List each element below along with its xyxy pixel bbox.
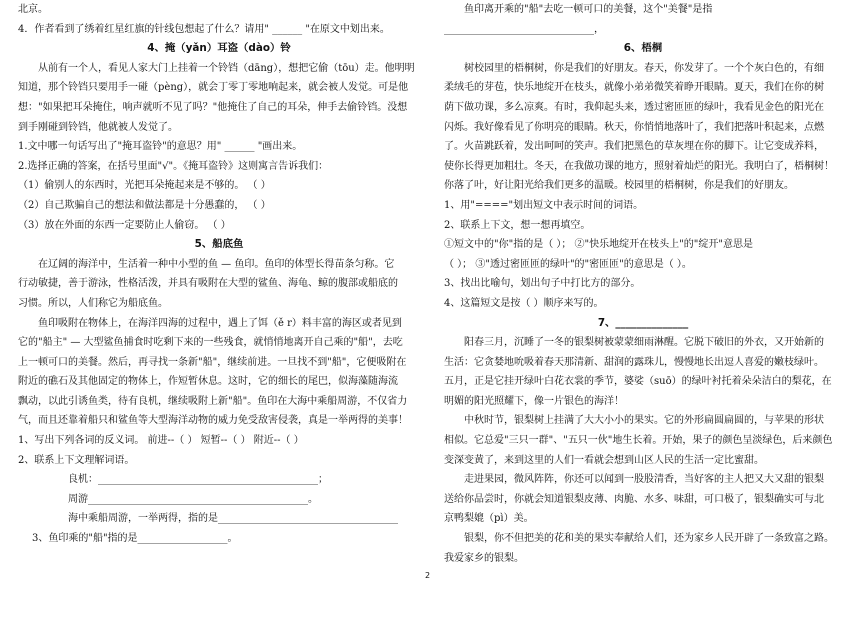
- passage-line: 生活：它贪婪地吮吸着春天那清新、甜润的露珠儿，慢慢地长出逗人喜爱的嫩枝绿叶。: [444, 356, 824, 368]
- section-heading-5: 5、船底鱼: [194, 238, 244, 251]
- passage-line: 走进果园，微风阵阵，你还可以闻到一股股清香，当好客的主人把又大又甜的银梨: [464, 474, 824, 486]
- text-line: 北京。: [18, 4, 48, 15]
- passage-line: 习惯。所以，人们称它为船底鱼。: [18, 297, 168, 309]
- option-line: （2）自己欺骗自己的想法和做法都是十分愚蠢的， （ ）: [18, 199, 271, 211]
- passage-line: 树校园里的梧桐树，你是我们的好朋友。春天，你发芽了。一个个灰白色的，有细: [464, 62, 824, 74]
- passage-line: 上一顿可口的美餐。然后，再寻找一条新"船"，继续前进。一旦找不到"船"，它便吸附在: [18, 356, 407, 368]
- section-heading-4: 4、掩（yǎn）耳盗（dào）铃: [147, 42, 291, 55]
- passage-line: 阳春三月，沉睡了一冬的银梨树被蒙蒙细雨淋醒。它脱下破旧的外衣，又开始新的: [464, 337, 824, 349]
- passage-line: 附近的礁石及其他固定的物体上，作短暂休息。这时，它的细长的尾巴，似海藻随海流: [18, 376, 398, 388]
- right-column: [444, 0, 842, 568]
- passage-line: 飘动，以此引诱鱼类，待有良机，继续吸附上新"船"。鱼印在大海中乘船周游，不仅省力: [18, 395, 408, 407]
- passage-line: 想："如果把耳朵掩住，响声就听不见了吗？"他掩住了自己的耳朵，伸手去偷铃铛。没想: [18, 101, 408, 113]
- passage-line: 相似。它总爱"三只一群"、"五只一伙"地生长着。开始，果子的颜色呈淡绿色，后来颜色: [444, 435, 833, 447]
- question-line: 4、这篇短文是按（ ）顺序来写的。: [444, 297, 604, 309]
- answer-line: 海中乘船周游，一举两得，指的是____________________________________: [68, 513, 398, 525]
- passage-line: 明媚的阳光照耀下，像一片银色的海洋！: [444, 395, 624, 407]
- passage-line: 中秋时节，银梨树上挂满了大大小小的果实。它的外形扁圆扁圆的，与苹果的形状: [464, 415, 824, 427]
- passage-line: 变深变黄了，来到这里的人们一看就会想到山区人民的生活一定比蜜甜。: [444, 454, 764, 466]
- passage-line: 京鸭梨媲（pì）美。: [444, 513, 534, 525]
- passage-line: 在辽阔的海洋中，生活着一种中小型的鱼 — 鱼印。鱼印的体型长得苗条匀称。它: [38, 258, 395, 270]
- question-line: 2、联系上下文理解词语。: [18, 454, 135, 466]
- question-line: （ ）； ③"透过密匝匝的绿叶"的"密匝匝"的意思是（ ）。: [444, 258, 692, 270]
- passage-line: 你落了叶，好让阳光给我们更多的温暖。校园里的梧桐树，你是我们的好朋友。: [444, 180, 794, 192]
- passage-line: 鱼印吸附在物体上，在海洋四海的过程中，遇上了饵（ě r）料丰富的海区或者见到: [38, 317, 402, 329]
- passage-line: 使你长得更加粗壮。冬天，在我做功课的地方，照射着灿烂的阳光。我明白了，梧桐树！: [444, 160, 834, 172]
- question-line: 1、用"===="划出短文中表示时间的词语。: [444, 199, 644, 211]
- question-line: 3、鱼印乘的"船"指的是__________________。: [32, 533, 238, 545]
- section-heading-6: 6、梧桐: [623, 42, 663, 55]
- passage-line: 五月，正是它挂开绿叶白花衣裳的季节，婆娑（suō）的绿叶衬托着朵朵洁白的梨花，在: [444, 376, 832, 388]
- question-line: 2.选择正确的答案，在括号里面"√"。《掩耳盗铃》这则寓言告诉我们：: [18, 160, 329, 172]
- question-line: 4．作者看到了绣着红星红旗的针线包想起了什么？请用" ______ "在原文中划出来。: [18, 23, 390, 35]
- question-line: 1、写出下列各词的反义词。 前进--（ ） 短暂--（ ） 附近--（ ）: [18, 435, 304, 447]
- answer-line: 良机：____________________________________________；: [68, 474, 328, 486]
- passage-line: 到手刚碰到铃铛，他就被人发觉了。: [18, 121, 178, 133]
- option-line: （1）偷别人的东西时，光把耳朵掩起来是不够的。 （ ）: [18, 180, 271, 192]
- passage-line: 闪烁。我好像看见了你明亮的眼睛。秋天，你悄悄地落叶了，我们把落叶积起来，点燃: [444, 121, 824, 133]
- passage-line: 它的"船主" — 大型鲨鱼捕食时吃剩下来的一些残食，就悄悄地离开自己乘的"船"，去吃: [18, 337, 403, 349]
- passage-line: 气，而且还靠着船只和鲨鱼等大型海洋动物的威力免受敌害侵袭，真是一举两得的美事！: [18, 415, 408, 427]
- passage-line: 知道，那个铃铛只要用手一碰（pèng），就会丁零丁零地响起来，就会被人发觉。可是他: [18, 82, 409, 94]
- question-line: 2、联系上下文，想一想再填空。: [444, 219, 591, 231]
- passage-line: 荫下做功课，多么凉爽。有时，我仰起头来，透过密匝匝的绿叶，我看见金色的阳光在: [444, 101, 824, 113]
- passage-line: 我爱家乡的银梨。: [444, 552, 524, 564]
- passage-line: 从前有一个人，看见人家大门上挂着一个铃铛（dāng），想把它偷（tōu）走。他明明: [38, 62, 415, 74]
- question-line: 1.文中哪一句话写出了"掩耳盗铃"的意思？用" ______ "画出来。: [18, 141, 303, 153]
- section-heading-7: 7、______________: [597, 316, 689, 329]
- passage-line: 了。火苗跳跃着，发出呵呵的笑声。我们把黑色的草灰埋在你的脚下。让它变成养料，: [444, 141, 824, 153]
- question-line: 3、找出比喻句，划出句子中打比方的部分。: [444, 278, 641, 290]
- left-column: [18, 0, 420, 549]
- passage-line: 行动敏捷，善于游泳，性格活泼，并具有吸附在大型的鲨鱼、海龟、鲸的腹部或船底的: [18, 278, 398, 290]
- question-line: ①短文中的"你"指的是（ ）； ②"快乐地绽开在枝头上"的"绽开"意思是: [444, 239, 753, 251]
- option-line: （3）放在外面的东西一定要防止人偷窃。 （ ）: [18, 219, 231, 231]
- answer-line: 周游____________________________________________。: [68, 493, 318, 505]
- passage-line: 送给你品尝时，你就会知道银梨皮薄、肉脆、水多、味甜，可口极了，银梨确实可与北: [444, 493, 824, 505]
- passage-line: 柔绒毛的芽苞，快乐地绽开在枝头，就像小弟弟微笑着睁开眼睛。夏天，我们在你的树: [444, 82, 824, 94]
- page-number: 2: [425, 571, 431, 580]
- question-line: 鱼印离开乘的"船"去吃一顿可口的美餐，这个"美餐"是指______________________________，: [444, 4, 713, 35]
- passage-line: 银梨，你不但把美的花和美的果实奉献给人们，还为家乡人民开辟了一条致富之路。: [464, 533, 834, 545]
